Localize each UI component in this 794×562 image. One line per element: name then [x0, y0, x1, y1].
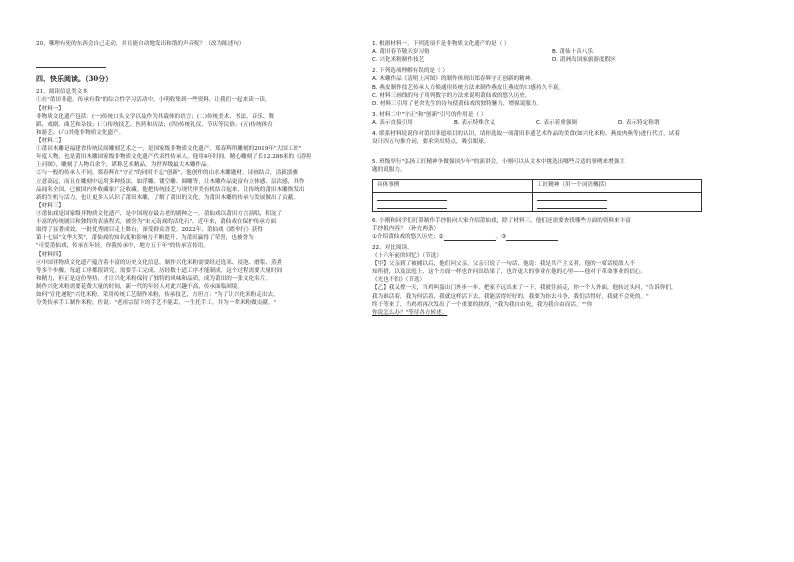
text-a-title: 《十六年前的回忆》（节选） [372, 252, 442, 259]
table-cell-spirit[interactable] [533, 192, 702, 211]
material-4-line: ④中国非物质文化遗产蕴含着丰富的历史文化信息，制作兴化米粉需要经过选米、浸泡、磨浆、蒸煮 [36, 259, 283, 266]
material-4-line: 分类传承手工制作米粉，佐说："老祖宗留下的手艺不能丢，一生托手工，并为一辈米粉做贡献。" [36, 300, 277, 307]
question-4-cont: 设计四五句推介词，要求突出特点，吸引眼球。 [372, 139, 490, 146]
reading-intro: ①在"莆田非遗，传承有我"的综合性学习活动中，小明收集到一些资料，让我们一起来读一读。 [36, 97, 271, 104]
option-b[interactable]: B. 表示特殊含义 [454, 119, 495, 126]
option-a[interactable]: A. 木雕作品《清明上河图》的制作体现出郑春辉守正创新的精神。 [372, 76, 536, 83]
answer-line[interactable] [377, 203, 447, 209]
question-22: 22、对比阅读。 [372, 244, 413, 251]
question-3-options [372, 119, 712, 127]
option-d[interactable]: D. 表示特定称谓 [618, 119, 660, 126]
question-2: 2. 下列选项理解有误的是（ ） [372, 68, 449, 75]
option-c[interactable]: C. 兴化米粉制作技艺 [372, 57, 425, 64]
text-b-end-underlined: 你说怎么办？"等待各方转述。 [372, 309, 448, 316]
material-2-label: 【材料二】 [36, 138, 64, 145]
question-20: 20、哪理有死的东西会自己走动，并且能自动地发出和谐的声音呢？（改为陈述句） [36, 41, 245, 47]
answer-line[interactable] [377, 195, 447, 201]
text-b-title: 《光也不怕》（节选） [372, 277, 426, 284]
option-b[interactable]: B. 燕皮制作技艺传承人方焕通用传统方法来制作燕皮让燕皮的口感持久不衰。 [372, 84, 564, 91]
material-2-line: 年度人物，也是莆田木雕国家级非物质文化遗产代表性传承人。他用4年时间，精心雕刻了长12.286米的《清明 [36, 154, 311, 161]
option-a[interactable]: A. 表示直接引用 [372, 119, 413, 126]
question-21: 21、阅读信息类文本 [36, 89, 88, 96]
material-1-body [36, 113, 356, 137]
text-b-line: 我为谁活着，我为何活着，我就这样活下去，我能活得好好的，我要为你去斗争，我们活得好，我就不会死的。" [372, 293, 649, 300]
material-2-body [36, 145, 356, 202]
question-5-cont: 题的说服力。 [372, 167, 406, 174]
question-6-item-3: 。③ [495, 233, 507, 240]
material-2-line: 立意高远，而且在雕刻中运用多种技法，如浮雕、镂空雕、圆雕等，让木雕作品更富有立体感、层次感，其作 [36, 178, 305, 185]
material-3-label: 【材料三】 [36, 202, 64, 209]
section-4-heading: 四、快乐阅读。（30分） [36, 74, 113, 84]
table-cell-example[interactable] [373, 192, 533, 211]
material-4-line: 和精力，但正是这份坚持，才让兴化米粉保持了独特的风味和品质，成为莆田的一张文化名片。 [36, 275, 271, 282]
question-4: 4. 联系材料说说你对莆田非遗项目的认识。请你选取一项莆田非遗艺术作品的美食(如兴化米粉、燕皮肉燕等)进行代言，试着 [372, 131, 680, 138]
table-row [373, 192, 702, 211]
question-3: 3. 材料二中"守正"和"创新"引号的作用是（ ） [372, 111, 487, 118]
text-b-line: 终于等来了，当鸡鸡再次发出了一个重要的抉择，"我为我自由死，我为我自由而活。""你 [372, 301, 593, 308]
right-column [372, 40, 712, 317]
material-2-line: ①莆田木雕是福建省传统民间雕刻艺术之一，是国家级非物质文化遗产。郑春辉所雕刻的2019年"大国工匠" [36, 146, 302, 153]
material-1-label: 【材料一】 [36, 105, 64, 112]
answer-line[interactable] [537, 203, 607, 209]
material-3-body [36, 210, 356, 251]
question-1: 1. 根据材料一，下列选项不是非物质文化遗产的是（ ） [372, 41, 510, 47]
question-6-item-1: ①介绍莆仙戏的悠久历史；② [372, 233, 444, 240]
material-4-line: 如何"宣化递陀"兴化米粉，采用传统工艺制作米粉，传承技艺，方坦言："为了让兴化米粉走出去， [36, 292, 279, 299]
material-4-line: 等多个步骤，每道工序都很讲究，需要手工完成，历经数十道工序才能制成。这个过程需要大量时间 [36, 267, 283, 274]
question-6-answer-line [372, 233, 712, 241]
material-2-line: 品闻名全国，已被国内外收藏家广泛收藏。他把传统技艺与现代审美有机结合起来，让传统的莆田木雕焕发出 [36, 186, 305, 193]
option-d[interactable]: D. 湄洲岛国家旅游度假区 [552, 57, 616, 64]
text-b-line: 【乙】我又撑一天，当鸡叫蛋出门外步一步，把家不远出来了一下，我就往前走，你一个人外面，他转过头问，"告诉你们， [372, 285, 677, 292]
answer-line[interactable] [537, 195, 607, 201]
answer-blank-6-2[interactable] [444, 235, 496, 241]
option-c[interactable]: C. 材料三画线的句子用列数字的方法来说明莆仙戏的悠久历史。 [372, 92, 531, 99]
material-2-line: ②与一般的传承人不同，郑春辉在"守正"的同时不忘"创新"，他创作的山水木雕题材，诗画结合，清新淡雅 [36, 170, 299, 177]
material-3-line: 丰富的传统剧目和独特的表演程式，被誉为"宋元南戏的活化石"。近年来，莆仙戏在保护传承方面 [36, 219, 277, 226]
text-a-line: 【甲】父亲到了被捕以后，他们问父亲，父亲只说了一句话，他说：我是共产主义者，他的一席话使敌人不 [372, 261, 635, 268]
question-5: 5. 班级举行"弘扬工匠精神争做强国少年"的演讲会，小刚可以从文本中挑选出哪些合适的事例来增强主 [372, 159, 625, 166]
option-c[interactable]: C. 表示着重强调 [536, 119, 578, 126]
material-1-line: 非物质文化遗产包括：(一)传统口头文学以及作为其载体的语言；(二)传统美术、书法、音乐、舞 [36, 113, 275, 120]
material-3-line: "可爱莆仙戏，传承在年轻，你我传承中，地方五千年"的传承宣传语。 [36, 243, 209, 250]
answer-blank-20[interactable] [36, 61, 106, 68]
material-4-body [36, 259, 356, 308]
question-1-options-row-1 [372, 48, 712, 56]
question-6: 6. 小刚和同学们打算制作手抄报向大家介绍莆仙戏，除了材料三，他们还需要查找哪些方面的资料来丰富 [372, 217, 631, 224]
answer-table [372, 179, 702, 212]
material-3-line: 第十七届"文华大奖"，莆仙戏的知名度和影响力不断提升，为莆田赢得了荣誉，也被誉为 [36, 235, 254, 242]
question-1-options-row-2 [372, 56, 712, 64]
table-header-example: 具体事例 [373, 179, 533, 192]
table-header-spirit: 工匠精神（用一个词语概括） [533, 179, 702, 192]
answer-blank-6-3[interactable] [506, 235, 558, 241]
text-a-line: 知所措，以及法庭上，这个方面一样也许问出结果了，也许更大的事业在他的心里——他对于革命事业的信心。 [372, 269, 647, 276]
option-b[interactable]: B. 莆仙十音八乐 [552, 49, 593, 56]
material-2-line: 上河图》，雕刻了人物百余个，堪称艺术精品，为世界级最大木雕作品。 [36, 162, 213, 169]
option-a[interactable]: A. 莆田春节敬天岁习俗 [372, 49, 430, 56]
material-2-line: 新的生机与活力，也让更多人认识了莆田木雕，了解了莆田的文化，为莆田木雕的传承与发展做出了贡献。 [36, 194, 299, 201]
table-header-row [373, 179, 702, 192]
material-4-line: 制作兴化米粉需要花费大量的时间，新一代的年轻人对此兴趣不高，传承面临困境。 [36, 283, 243, 290]
option-d[interactable]: D. 材料三引用了老舍先生的诗句使莆仙戏的独特魅力，增强说服力。 [372, 100, 543, 107]
text-b-end [372, 309, 712, 317]
material-3-line: ③莆仙戏是国家级非物质文化遗产，是中国现存最古老的剧种之一。莆仙戏以莆田方言演唱，积淀了 [36, 211, 283, 217]
left-column [36, 40, 356, 307]
question-6-cont: 手抄报内容？（补充两条） [372, 225, 440, 232]
material-1-line: 蹈、戏剧、曲艺和杂技；(三)传统技艺、医药和历法；(四)传统礼仪、节庆等民俗；(五)传统体育 [36, 121, 273, 128]
material-4-label: 【材料四】 [36, 251, 64, 258]
material-3-line: 取得了显著成效，一批优秀剧目走上舞台，深受群众喜爱。2022年，莆仙戏《踏伞行》获得 [36, 227, 263, 234]
material-1-line: 和游艺；(六)其他非物质文化遗产。 [36, 129, 125, 136]
